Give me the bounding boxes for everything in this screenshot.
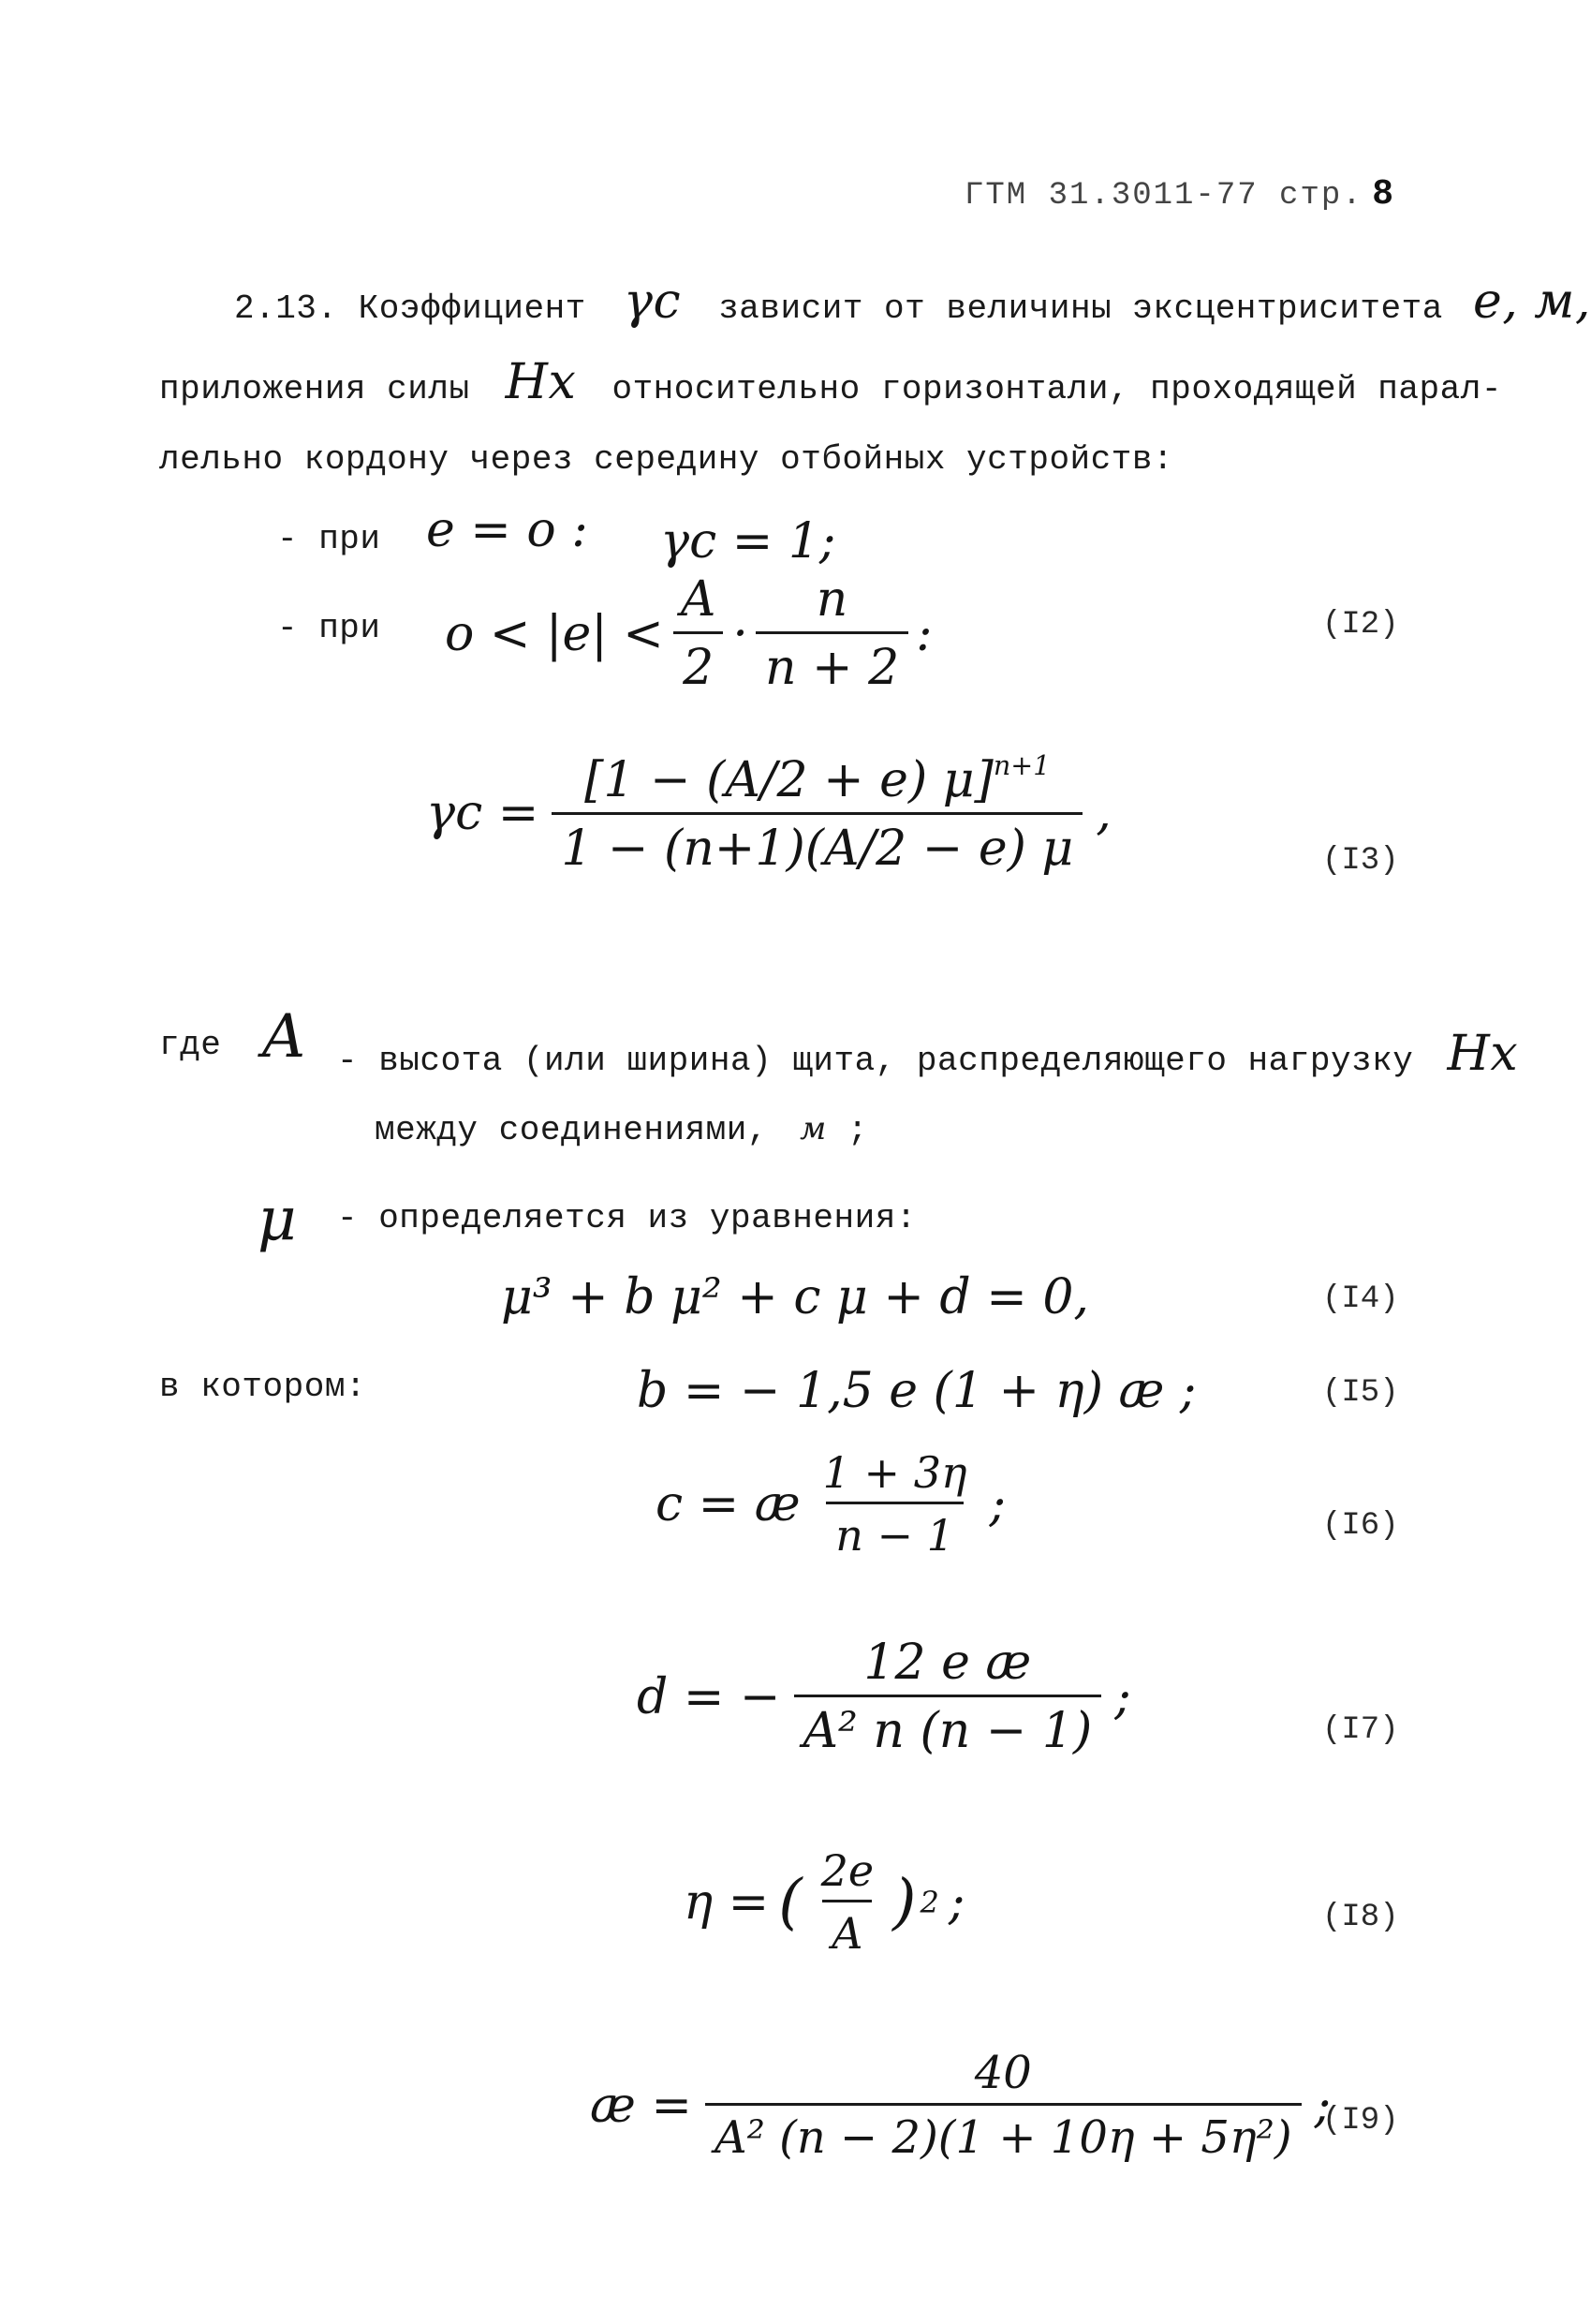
equation-number-18: (I8): [1322, 1900, 1399, 1935]
page-number: 8: [1372, 174, 1394, 215]
equation-14: μ³ + b μ² + c μ + d = 0,: [501, 1269, 1089, 1325]
equation-number-12: (I2): [1322, 607, 1399, 643]
text-cordon: лельно кордону через середину отбойных устройств:: [159, 440, 1174, 479]
paragraph-number: 2.13.: [234, 289, 338, 328]
equation-number-15: (I5): [1322, 1375, 1399, 1411]
equation-number-19: (I9): [1322, 2103, 1399, 2139]
condition-1-expr: e = o :: [426, 502, 588, 558]
fraction-denominator: 2: [673, 631, 723, 696]
definition-a-text-2: между соединениями,: [375, 1111, 768, 1149]
paragraph-line-1: [234, 274, 1591, 330]
equation-number-17: (I7): [1322, 1712, 1399, 1748]
equation-13: [426, 749, 1112, 877]
eq17-numerator: 12 e æ: [863, 1635, 1032, 1691]
text-koefficient: Коэффициент: [358, 289, 586, 328]
condition-1-label: - при: [277, 520, 381, 558]
symbol-hx: Hx: [505, 354, 577, 410]
eq18-lhs: η =: [684, 1873, 770, 1931]
eq13-exponent: n+1: [993, 749, 1051, 781]
condition-2-end: :: [916, 605, 933, 662]
symbol-gamma-c: γc: [623, 274, 682, 330]
eq16-lhs: c = æ: [656, 1475, 801, 1532]
eq17-tail: ;: [1114, 1668, 1131, 1725]
eq19-lhs: æ =: [590, 2077, 692, 2134]
text-depends-on: зависит от величины эксцентриситета: [718, 289, 1443, 328]
equation-19: [590, 2047, 1331, 2164]
dot-operator: ·: [732, 605, 748, 662]
fraction-numerator: n: [816, 571, 848, 628]
equation-number-14: (I4): [1322, 1281, 1399, 1317]
eq17-denominator: A² n (n − 1): [794, 1695, 1102, 1759]
page-header: [965, 174, 1393, 215]
eq16-fraction: [814, 1447, 977, 1561]
eq19-fraction: [705, 2047, 1302, 2164]
eq13-denominator: 1 − (n+1)(A/2 − e) μ: [552, 812, 1083, 877]
eq18-left-paren: (: [778, 1867, 803, 1937]
equation-16: [656, 1447, 1006, 1561]
eq19-tail: ;: [1314, 2077, 1332, 2134]
eq18-numerator: 2e: [820, 1845, 875, 1896]
eq13-numerator: [575, 749, 1059, 812]
eq13-fraction: [552, 749, 1083, 877]
in-which-label: в котором:: [159, 1368, 367, 1406]
eq18-tail: ;: [948, 1873, 965, 1931]
eq13-numerator-text: [1 − (A/2 + e) μ]: [584, 751, 994, 808]
condition-2-left: o < |e| <: [445, 605, 664, 662]
paragraph-line-3: [159, 440, 1173, 479]
eq17-lhs: d = −: [637, 1668, 781, 1725]
symbol-hx-2: Hx: [1447, 1026, 1519, 1082]
symbol-mu: μ: [258, 1185, 297, 1254]
definition-a-line-1: [337, 1026, 1518, 1082]
eq18-right-paren: ): [892, 1867, 917, 1937]
definition-a-line-2: [375, 1110, 868, 1149]
equation-18: [684, 1845, 965, 1959]
eq18-denominator: A: [822, 1900, 872, 1959]
fraction-a-over-2: [671, 571, 726, 696]
equation-number-13: (I3): [1322, 843, 1399, 879]
eq13-tail: ,: [1096, 784, 1112, 841]
text-prilozheniya: приложения силы: [159, 370, 470, 408]
condition-1-result: γc = 1;: [660, 513, 836, 570]
definition-a-text: - высота (или ширина) щита, распределяющего нагрузку: [337, 1042, 1414, 1080]
text-relative-horizontal: относительно горизонтали, проходящей парал-: [611, 370, 1502, 408]
eq18-fraction: [812, 1845, 884, 1959]
eq17-fraction: [794, 1635, 1102, 1759]
unit-m: м: [800, 1110, 827, 1147]
eq19-numerator: 40: [974, 2047, 1032, 2099]
symbol-a: A: [262, 1002, 306, 1072]
condition-2-label: - при: [277, 609, 381, 647]
definition-mu-text: - определяется из уравнения:: [337, 1199, 917, 1237]
eq16-tail: ;: [989, 1475, 1007, 1532]
fraction-numerator: A: [680, 571, 716, 628]
eq13-lhs: γc =: [426, 784, 539, 841]
paragraph-line-2: [159, 354, 1502, 410]
condition-2-expr: [445, 571, 933, 696]
eq16-numerator: 1 + 3η: [822, 1447, 967, 1498]
document-code: ГТМ 31.3011-77 стр.: [965, 178, 1363, 214]
where-label: где: [159, 1026, 222, 1064]
equation-17: [637, 1635, 1131, 1759]
fraction-denominator: n + 2: [756, 631, 908, 696]
equation-number-16: (I6): [1322, 1508, 1399, 1544]
eq16-denominator: n − 1: [826, 1502, 964, 1561]
eq19-denominator: A² (n − 2)(1 + 10η + 5η²): [705, 2103, 1302, 2164]
definition-a-end: ;: [847, 1111, 868, 1149]
equation-15: b = − 1,5 e (1 + η) æ ;: [637, 1363, 1197, 1419]
symbol-e-m: e, м,: [1472, 274, 1591, 330]
fraction-n-over-n-plus-2: [756, 571, 908, 696]
eq18-exponent: 2: [920, 1884, 939, 1920]
